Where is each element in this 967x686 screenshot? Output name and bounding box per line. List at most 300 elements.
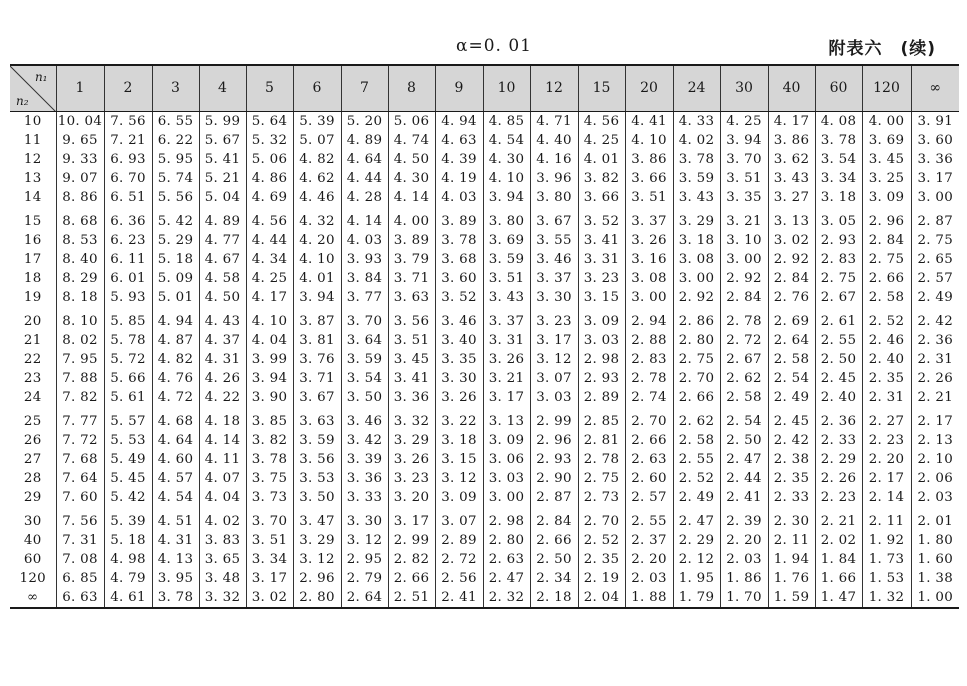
f-value-cell: 2. 03 bbox=[911, 488, 959, 507]
f-value-cell: 2. 37 bbox=[625, 531, 673, 550]
f-value-cell: 3. 65 bbox=[199, 550, 246, 569]
f-distribution-table-container bbox=[10, 64, 959, 609]
f-value-cell: 4. 14 bbox=[388, 188, 435, 207]
f-value-cell: 2. 96 bbox=[293, 569, 341, 588]
f-value-cell: 6. 51 bbox=[104, 188, 152, 207]
row-header-n2: 18 bbox=[23, 270, 42, 286]
table-row bbox=[10, 169, 959, 188]
f-value-cell: 3. 50 bbox=[341, 388, 388, 407]
f-value-cell: 3. 16 bbox=[625, 250, 673, 269]
f-value-cell: 4. 43 bbox=[199, 307, 246, 331]
f-value-cell: 3. 64 bbox=[341, 331, 388, 350]
f-value-cell: 3. 17 bbox=[246, 569, 293, 588]
f-value-cell: 4. 63 bbox=[435, 131, 483, 150]
f-value-cell: 3. 30 bbox=[341, 507, 388, 531]
f-value-cell: 4. 13 bbox=[152, 550, 199, 569]
table-row bbox=[10, 569, 959, 588]
f-value-cell: 4. 11 bbox=[199, 450, 246, 469]
f-value-cell: 2. 31 bbox=[911, 350, 959, 369]
f-value-cell: 2. 36 bbox=[911, 331, 959, 350]
f-value-cell: 3. 09 bbox=[483, 431, 530, 450]
row-header-n2: 120 bbox=[19, 570, 46, 586]
f-value-cell: 3. 78 bbox=[815, 131, 862, 150]
f-value-cell: 7. 82 bbox=[56, 388, 104, 407]
f-value-cell: 3. 78 bbox=[246, 450, 293, 469]
f-value-cell: 2. 23 bbox=[862, 431, 911, 450]
f-value-cell: 2. 93 bbox=[578, 369, 625, 388]
f-value-cell: 3. 68 bbox=[435, 250, 483, 269]
f-value-cell: 5. 66 bbox=[104, 369, 152, 388]
f-value-cell: 1. 88 bbox=[625, 588, 673, 608]
f-value-cell: 2. 66 bbox=[388, 569, 435, 588]
f-value-cell: 2. 58 bbox=[720, 388, 768, 407]
f-value-cell: 4. 64 bbox=[152, 431, 199, 450]
table-row bbox=[10, 188, 959, 207]
f-value-cell: 3. 15 bbox=[578, 288, 625, 307]
f-value-cell: 3. 34 bbox=[246, 550, 293, 569]
f-value-cell: 2. 84 bbox=[768, 269, 815, 288]
f-value-cell: 2. 44 bbox=[720, 469, 768, 488]
f-value-cell: 2. 72 bbox=[435, 550, 483, 569]
f-value-cell: 2. 99 bbox=[388, 531, 435, 550]
f-value-cell: 2. 66 bbox=[673, 388, 720, 407]
f-value-cell: 5. 72 bbox=[104, 350, 152, 369]
table-row bbox=[10, 388, 959, 407]
f-value-cell: 3. 51 bbox=[483, 269, 530, 288]
f-value-cell: 4. 44 bbox=[341, 169, 388, 188]
f-value-cell: 1. 38 bbox=[911, 569, 959, 588]
f-value-cell: 4. 25 bbox=[578, 131, 625, 150]
f-value-cell: 5. 85 bbox=[104, 307, 152, 331]
f-value-cell: 3. 78 bbox=[152, 588, 199, 608]
f-value-cell: 2. 81 bbox=[578, 431, 625, 450]
f-value-cell: 5. 61 bbox=[104, 388, 152, 407]
table-body bbox=[10, 111, 959, 608]
f-value-cell: 2. 57 bbox=[625, 488, 673, 507]
f-value-cell: 3. 23 bbox=[578, 269, 625, 288]
row-header-n2: 24 bbox=[23, 389, 42, 405]
f-value-cell: 2. 02 bbox=[815, 531, 862, 550]
f-value-cell: 8. 18 bbox=[56, 288, 104, 307]
f-value-cell: 3. 09 bbox=[435, 488, 483, 507]
row-header-n2: 16 bbox=[23, 232, 42, 248]
f-value-cell: 4. 46 bbox=[293, 188, 341, 207]
f-value-cell: 4. 17 bbox=[246, 288, 293, 307]
f-value-cell: 4. 87 bbox=[152, 331, 199, 350]
column-header: 5 bbox=[246, 65, 293, 111]
f-value-cell: 3. 89 bbox=[388, 231, 435, 250]
f-value-cell: 7. 77 bbox=[56, 407, 104, 431]
f-value-cell: 3. 82 bbox=[246, 431, 293, 450]
f-value-cell: 2. 39 bbox=[720, 507, 768, 531]
f-value-cell: 6. 70 bbox=[104, 169, 152, 188]
f-value-cell: 2. 89 bbox=[578, 388, 625, 407]
f-value-cell: 2. 76 bbox=[768, 288, 815, 307]
f-value-cell: 4. 34 bbox=[246, 250, 293, 269]
f-value-cell: 5. 53 bbox=[104, 431, 152, 450]
f-value-cell: 2. 46 bbox=[862, 331, 911, 350]
f-value-cell: 2. 82 bbox=[388, 550, 435, 569]
f-value-cell: 2. 63 bbox=[483, 550, 530, 569]
f-value-cell: 4. 32 bbox=[293, 207, 341, 231]
table-row bbox=[10, 588, 959, 608]
f-value-cell: 4. 77 bbox=[199, 231, 246, 250]
f-value-cell: 3. 86 bbox=[768, 131, 815, 150]
f-value-cell: 2. 35 bbox=[578, 550, 625, 569]
f-value-cell: 3. 30 bbox=[435, 369, 483, 388]
f-value-cell: 3. 50 bbox=[293, 488, 341, 507]
table-row bbox=[10, 369, 959, 388]
f-value-cell: 2. 72 bbox=[720, 331, 768, 350]
f-value-cell: 2. 80 bbox=[293, 588, 341, 608]
f-value-cell: 5. 57 bbox=[104, 407, 152, 431]
f-value-cell: 4. 72 bbox=[152, 388, 199, 407]
f-value-cell: 3. 00 bbox=[625, 288, 673, 307]
row-axis-label: n₂ bbox=[16, 93, 29, 108]
f-value-cell: 2. 98 bbox=[483, 507, 530, 531]
f-value-cell: 3. 80 bbox=[530, 188, 578, 207]
f-value-cell: 2. 21 bbox=[815, 507, 862, 531]
f-value-cell: 3. 02 bbox=[246, 588, 293, 608]
f-value-cell: 5. 21 bbox=[199, 169, 246, 188]
f-value-cell: 3. 00 bbox=[911, 188, 959, 207]
f-value-cell: 2. 35 bbox=[768, 469, 815, 488]
column-header: 3 bbox=[152, 65, 199, 111]
f-value-cell: 1. 70 bbox=[720, 588, 768, 608]
f-value-cell: 7. 60 bbox=[56, 488, 104, 507]
f-value-cell: 5. 18 bbox=[104, 531, 152, 550]
f-value-cell: 3. 18 bbox=[673, 231, 720, 250]
f-value-cell: 3. 10 bbox=[720, 231, 768, 250]
f-value-cell: 3. 52 bbox=[578, 207, 625, 231]
f-value-cell: 5. 64 bbox=[246, 111, 293, 131]
f-value-cell: 3. 06 bbox=[483, 450, 530, 469]
table-row bbox=[10, 131, 959, 150]
table-row bbox=[10, 531, 959, 550]
f-value-cell: 2. 03 bbox=[720, 550, 768, 569]
f-value-cell: 5. 42 bbox=[104, 488, 152, 507]
row-header-n2: 23 bbox=[23, 370, 42, 386]
f-value-cell: 4. 94 bbox=[152, 307, 199, 331]
f-value-cell: 3. 42 bbox=[341, 431, 388, 450]
f-value-cell: 2. 41 bbox=[435, 588, 483, 608]
f-value-cell: 7. 56 bbox=[104, 111, 152, 131]
f-value-cell: 2. 49 bbox=[673, 488, 720, 507]
column-header: 9 bbox=[435, 65, 483, 111]
f-value-cell: 3. 41 bbox=[388, 369, 435, 388]
f-value-cell: 2. 67 bbox=[815, 288, 862, 307]
f-value-cell: 2. 92 bbox=[673, 288, 720, 307]
f-value-cell: 4. 94 bbox=[435, 111, 483, 131]
f-value-cell: 6. 63 bbox=[56, 588, 104, 608]
f-value-cell: 2. 20 bbox=[625, 550, 673, 569]
f-value-cell: 2. 79 bbox=[341, 569, 388, 588]
table-row bbox=[10, 231, 959, 250]
f-value-cell: 2. 11 bbox=[862, 507, 911, 531]
f-value-cell: 2. 11 bbox=[768, 531, 815, 550]
f-value-cell: 3. 59 bbox=[341, 350, 388, 369]
f-value-cell: 4. 58 bbox=[199, 269, 246, 288]
table-row bbox=[10, 469, 959, 488]
f-value-cell: 2. 01 bbox=[911, 507, 959, 531]
column-header: 10 bbox=[483, 65, 530, 111]
f-value-cell: 7. 95 bbox=[56, 350, 104, 369]
table-row bbox=[10, 307, 959, 331]
f-value-cell: 3. 90 bbox=[246, 388, 293, 407]
f-value-cell: 3. 29 bbox=[388, 431, 435, 450]
f-value-cell: 3. 76 bbox=[293, 350, 341, 369]
f-value-cell: 2. 50 bbox=[815, 350, 862, 369]
f-value-cell: 6. 93 bbox=[104, 150, 152, 169]
f-value-cell: 9. 33 bbox=[56, 150, 104, 169]
f-value-cell: 3. 23 bbox=[530, 307, 578, 331]
f-value-cell: 4. 10 bbox=[625, 131, 673, 150]
f-value-cell: 3. 62 bbox=[768, 150, 815, 169]
f-value-cell: 2. 51 bbox=[388, 588, 435, 608]
f-value-cell: 3. 86 bbox=[625, 150, 673, 169]
f-value-cell: 5. 04 bbox=[199, 188, 246, 207]
f-value-cell: 3. 69 bbox=[483, 231, 530, 250]
f-value-cell: 6. 85 bbox=[56, 569, 104, 588]
f-value-cell: 4. 79 bbox=[104, 569, 152, 588]
f-value-cell: 3. 33 bbox=[341, 488, 388, 507]
f-value-cell: 5. 56 bbox=[152, 188, 199, 207]
f-value-cell: 3. 91 bbox=[911, 111, 959, 131]
f-value-cell: 1. 94 bbox=[768, 550, 815, 569]
row-header-n2: 22 bbox=[23, 351, 42, 367]
row-header-n2: 28 bbox=[23, 470, 42, 486]
column-header: 2 bbox=[104, 65, 152, 111]
f-value-cell: 2. 65 bbox=[911, 250, 959, 269]
f-value-cell: 3. 07 bbox=[435, 507, 483, 531]
f-value-cell: 1. 86 bbox=[720, 569, 768, 588]
table-row bbox=[10, 507, 959, 531]
f-value-cell: 2. 54 bbox=[720, 407, 768, 431]
f-value-cell: 3. 36 bbox=[388, 388, 435, 407]
row-header-n2: 26 bbox=[23, 432, 42, 448]
f-value-cell: 3. 84 bbox=[341, 269, 388, 288]
f-value-cell: 4. 85 bbox=[483, 111, 530, 131]
f-value-cell: 3. 81 bbox=[293, 331, 341, 350]
f-value-cell: 8. 53 bbox=[56, 231, 104, 250]
f-value-cell: 4. 69 bbox=[246, 188, 293, 207]
f-value-cell: 4. 98 bbox=[104, 550, 152, 569]
f-value-cell: 3. 73 bbox=[246, 488, 293, 507]
f-value-cell: 2. 75 bbox=[673, 350, 720, 369]
f-value-cell: 4. 50 bbox=[199, 288, 246, 307]
f-value-cell: 3. 53 bbox=[293, 469, 341, 488]
row-header-n2: ∞ bbox=[10, 588, 56, 608]
f-value-cell: 4. 54 bbox=[152, 488, 199, 507]
f-value-cell: 4. 30 bbox=[483, 150, 530, 169]
column-header: 12 bbox=[530, 65, 578, 111]
f-value-cell: 3. 07 bbox=[530, 369, 578, 388]
f-value-cell: 4. 56 bbox=[246, 207, 293, 231]
f-value-cell: 3. 18 bbox=[435, 431, 483, 450]
f-value-cell: 2. 36 bbox=[815, 407, 862, 431]
f-value-cell: 2. 78 bbox=[578, 450, 625, 469]
column-header: 6 bbox=[293, 65, 341, 111]
f-value-cell: 2. 17 bbox=[911, 407, 959, 431]
table-row bbox=[10, 288, 959, 307]
column-header: ∞ bbox=[911, 65, 959, 111]
f-value-cell: 1. 84 bbox=[815, 550, 862, 569]
f-value-cell: 2. 10 bbox=[911, 450, 959, 469]
f-value-cell: 4. 14 bbox=[341, 207, 388, 231]
table-row bbox=[10, 450, 959, 469]
f-value-cell: 3. 45 bbox=[862, 150, 911, 169]
f-value-cell: 2. 80 bbox=[673, 331, 720, 350]
f-value-cell: 2. 40 bbox=[815, 388, 862, 407]
f-distribution-table bbox=[10, 64, 959, 609]
f-value-cell: 6. 11 bbox=[104, 250, 152, 269]
f-value-cell: 4. 17 bbox=[768, 111, 815, 131]
f-value-cell: 2. 73 bbox=[578, 488, 625, 507]
column-header: 20 bbox=[625, 65, 673, 111]
f-value-cell: 4. 40 bbox=[530, 131, 578, 150]
f-value-cell: 3. 32 bbox=[388, 407, 435, 431]
f-value-cell: 2. 47 bbox=[483, 569, 530, 588]
f-value-cell: 2. 62 bbox=[720, 369, 768, 388]
f-value-cell: 2. 40 bbox=[862, 350, 911, 369]
f-value-cell: 2. 92 bbox=[720, 269, 768, 288]
f-value-cell: 2. 49 bbox=[911, 288, 959, 307]
f-value-cell: 2. 87 bbox=[911, 207, 959, 231]
f-value-cell: 4. 51 bbox=[152, 507, 199, 531]
f-value-cell: 4. 54 bbox=[483, 131, 530, 150]
f-value-cell: 7. 31 bbox=[56, 531, 104, 550]
f-value-cell: 3. 03 bbox=[483, 469, 530, 488]
f-value-cell: 4. 03 bbox=[341, 231, 388, 250]
f-value-cell: 6. 23 bbox=[104, 231, 152, 250]
f-value-cell: 2. 75 bbox=[815, 269, 862, 288]
table-row bbox=[10, 431, 959, 450]
f-value-cell: 3. 22 bbox=[435, 407, 483, 431]
f-value-cell: 3. 17 bbox=[530, 331, 578, 350]
f-value-cell: 5. 18 bbox=[152, 250, 199, 269]
f-value-cell: 4. 82 bbox=[293, 150, 341, 169]
f-value-cell: 2. 58 bbox=[768, 350, 815, 369]
f-value-cell: 3. 54 bbox=[341, 369, 388, 388]
f-value-cell: 4. 86 bbox=[246, 169, 293, 188]
f-value-cell: 3. 89 bbox=[435, 207, 483, 231]
column-header: 4 bbox=[199, 65, 246, 111]
f-value-cell: 2. 41 bbox=[720, 488, 768, 507]
f-value-cell: 2. 66 bbox=[862, 269, 911, 288]
f-value-cell: 2. 69 bbox=[768, 307, 815, 331]
f-value-cell: 2. 19 bbox=[578, 569, 625, 588]
f-value-cell: 3. 27 bbox=[768, 188, 815, 207]
f-value-cell: 2. 42 bbox=[911, 307, 959, 331]
f-value-cell: 2. 86 bbox=[673, 307, 720, 331]
f-value-cell: 2. 66 bbox=[530, 531, 578, 550]
f-value-cell: 8. 40 bbox=[56, 250, 104, 269]
f-value-cell: 5. 99 bbox=[199, 111, 246, 131]
f-value-cell: 4. 67 bbox=[199, 250, 246, 269]
row-header-n2: 30 bbox=[23, 513, 42, 529]
page-header bbox=[10, 32, 958, 60]
f-value-cell: 3. 18 bbox=[815, 188, 862, 207]
f-value-cell: 3. 94 bbox=[246, 369, 293, 388]
f-value-cell: 2. 57 bbox=[911, 269, 959, 288]
row-header-n2: 12 bbox=[23, 151, 42, 167]
f-value-cell: 3. 70 bbox=[341, 307, 388, 331]
f-value-cell: 2. 66 bbox=[625, 431, 673, 450]
f-value-cell: 3. 02 bbox=[768, 231, 815, 250]
f-value-cell: 2. 30 bbox=[768, 507, 815, 531]
f-value-cell: 4. 89 bbox=[199, 207, 246, 231]
f-value-cell: 3. 96 bbox=[530, 169, 578, 188]
f-value-cell: 8. 02 bbox=[56, 331, 104, 350]
row-header-n2: 40 bbox=[23, 532, 42, 548]
f-value-cell: 4. 60 bbox=[152, 450, 199, 469]
f-value-cell: 3. 51 bbox=[388, 331, 435, 350]
f-value-cell: 2. 62 bbox=[673, 407, 720, 431]
column-header: 24 bbox=[673, 65, 720, 111]
f-value-cell: 2. 52 bbox=[862, 307, 911, 331]
row-header-n2: 17 bbox=[23, 251, 42, 267]
f-value-cell: 2. 04 bbox=[578, 588, 625, 608]
f-value-cell: 4. 04 bbox=[246, 331, 293, 350]
f-value-cell: 3. 00 bbox=[720, 250, 768, 269]
f-value-cell: 3. 26 bbox=[625, 231, 673, 250]
f-value-cell: 5. 39 bbox=[293, 111, 341, 131]
f-value-cell: 4. 18 bbox=[199, 407, 246, 431]
f-value-cell: 2. 06 bbox=[911, 469, 959, 488]
f-value-cell: 4. 03 bbox=[435, 188, 483, 207]
f-value-cell: 2. 23 bbox=[815, 488, 862, 507]
f-value-cell: 2. 49 bbox=[768, 388, 815, 407]
f-value-cell: 7. 88 bbox=[56, 369, 104, 388]
f-value-cell: 8. 29 bbox=[56, 269, 104, 288]
row-header-n2: 15 bbox=[23, 213, 42, 229]
f-value-cell: 10. 04 bbox=[56, 111, 104, 131]
f-value-cell: 2. 50 bbox=[530, 550, 578, 569]
f-value-cell: 3. 45 bbox=[388, 350, 435, 369]
f-value-cell: 1. 95 bbox=[673, 569, 720, 588]
f-value-cell: 3. 71 bbox=[388, 269, 435, 288]
f-value-cell: 2. 93 bbox=[530, 450, 578, 469]
f-value-cell: 2. 84 bbox=[862, 231, 911, 250]
f-value-cell: 2. 33 bbox=[768, 488, 815, 507]
f-value-cell: 7. 08 bbox=[56, 550, 104, 569]
f-value-cell: 4. 14 bbox=[199, 431, 246, 450]
f-value-cell: 5. 09 bbox=[152, 269, 199, 288]
f-value-cell: 2. 75 bbox=[911, 231, 959, 250]
f-value-cell: 7. 21 bbox=[104, 131, 152, 150]
f-value-cell: 7. 68 bbox=[56, 450, 104, 469]
row-header-n2: 13 bbox=[23, 170, 42, 186]
f-value-cell: 3. 26 bbox=[388, 450, 435, 469]
f-value-cell: 2. 54 bbox=[768, 369, 815, 388]
f-value-cell: 4. 20 bbox=[293, 231, 341, 250]
f-value-cell: 5. 29 bbox=[152, 231, 199, 250]
f-value-cell: 2. 45 bbox=[815, 369, 862, 388]
column-header: 120 bbox=[862, 65, 911, 111]
f-value-cell: 2. 45 bbox=[768, 407, 815, 431]
f-value-cell: 3. 20 bbox=[388, 488, 435, 507]
f-value-cell: 3. 59 bbox=[673, 169, 720, 188]
row-header-n2: 21 bbox=[23, 332, 42, 348]
table-row bbox=[10, 488, 959, 507]
f-value-cell: 3. 87 bbox=[293, 307, 341, 331]
f-value-cell: 4. 71 bbox=[530, 111, 578, 131]
f-value-cell: 1. 32 bbox=[862, 588, 911, 608]
row-header-n2: 27 bbox=[23, 451, 42, 467]
f-value-cell: 3. 41 bbox=[578, 231, 625, 250]
f-value-cell: 1. 92 bbox=[862, 531, 911, 550]
f-value-cell: 2. 52 bbox=[578, 531, 625, 550]
